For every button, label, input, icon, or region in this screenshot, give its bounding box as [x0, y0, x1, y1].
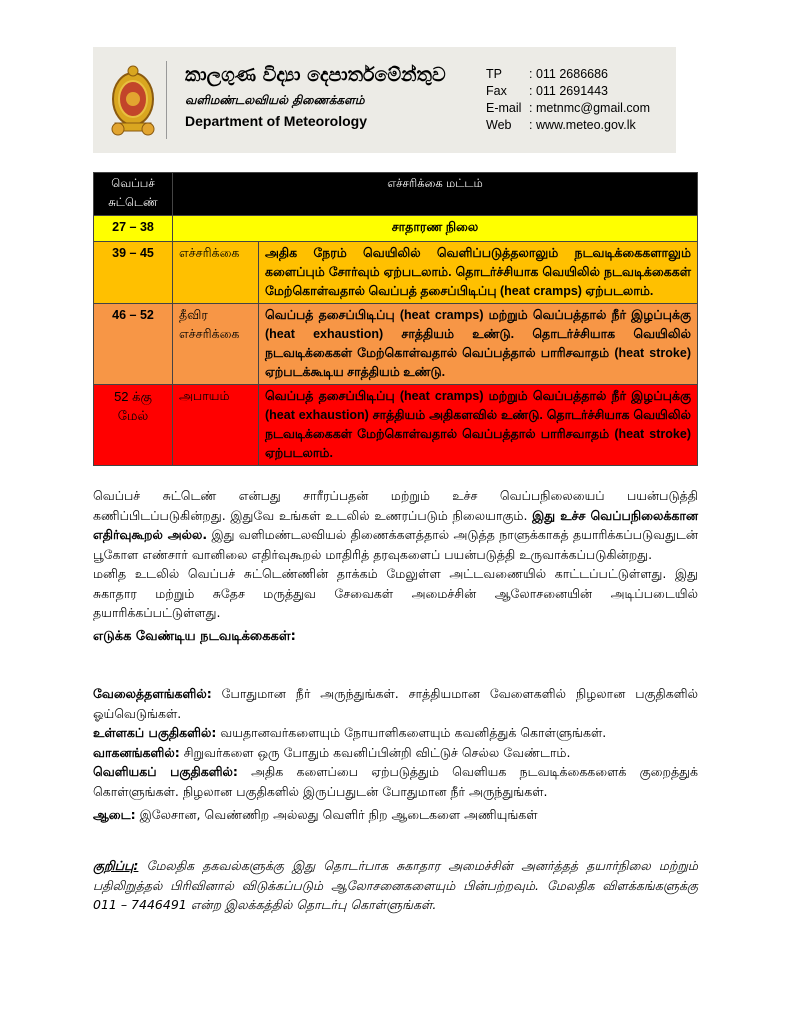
contact-info: [486, 66, 650, 134]
header-heat-index: வெப்பச் சுட்டெண்: [94, 173, 173, 216]
description-cell: வெப்பத் தசைப்பிடிப்பு (heat cramps) மற்றும் வெப்பத்தால் நீர் இழப்புக்கு (heat exhaustion) சாத்தியம் அதிகளவில் உண்டு. தொடர்ச்சியாக வெயிலில் நடவடிக்கைகள் மேற்கொள்வதால் வெப்பத்தால் பாரிசவாதம் (heat stroke) ஏற்படலாம்.: [259, 385, 698, 466]
contact-value: : 011 2691443: [529, 84, 609, 98]
description-cell: வெப்பத் தசைப்பிடிப்பு (heat cramps) மற்றும் வெப்பத்தால் நீர் இழப்புக்கு (heat exhaustion) சாத்தியம் உண்டு. தொடர்ச்சியாக வெயிலில் நடவடிக்கைகள் மேற்கொள்வதால் வெப்பத்தால் பாரிசவாதம் (heat stroke) ஏற்படக்கூடிய சாத்தியம் உண்டு.: [259, 304, 698, 385]
sri-lanka-emblem-icon: [110, 63, 156, 139]
action-item: [93, 743, 698, 763]
range-cell: 39 – 45: [94, 242, 173, 304]
note: [93, 856, 698, 915]
level-cell: சாதாரண நிலை: [173, 216, 698, 242]
table-row: [94, 242, 698, 304]
emphasis: இது உச்ச வெப்பநிலைக்கான எதிர்வுகூறல் அல்ல.: [93, 507, 698, 542]
level-cell: தீவிர எச்சரிக்கை: [173, 304, 259, 385]
contact-label: E-mail: [486, 101, 522, 115]
sinhala-department-name: කාලගුණ විද්‍යා දෙපාර්තමේන්තුව: [185, 64, 446, 86]
table-row: [94, 385, 698, 466]
contact-value[interactable]: : www.meteo.gov.lk: [529, 118, 636, 132]
intro-paragraph-1: வெப்பச் சுட்டெண் என்பது சாரீரப்பதன் மற்றும் உச்ச வெப்பநிலையைப் பயன்படுத்தி கணிப்பிடப்படுகின்றது. இதுவே உங்கள் உடலில் உணரப்படும் நிலையாகும். இது உச்ச வெப்பநிலைக்கான எதிர்வுகூறல் அல்ல. இது வளிமண்டலவியல் திணைக்களத்தால் அடுத்த நாளுக்காகத் தயாரிக்கப்படுவதுடன் பூகோள எண்சார் வானிலை எதிர்வுகூறல் மாதிரித் தரவுகளைப் பயன்படுத்தி உருவாக்கப்படுகின்றது.: [93, 488, 699, 562]
range-cell: 27 – 38: [94, 216, 173, 242]
contact-fax: [486, 83, 650, 100]
actions-heading: எடுக்க வேண்டிய நடவடிக்கைகள்:: [93, 628, 296, 644]
action-label: உள்ளகப் பகுதிகளில்:: [93, 725, 217, 740]
actions-list: [93, 684, 698, 825]
action-text: சிறுவர்களை ஒரு போதும் கவனிப்பின்றி விட்டுச் செல்ல வேண்டாம்.: [179, 744, 571, 760]
action-text: அதிக களைப்பை ஏற்படுத்தும் வெளியக நடவடிக்கைகளைக் குறைத்துக் கொள்ளுங்கள். நிழலான பகுதிகளில் இருப்பதுடன் போதுமான நீர் அருந்துங்கள்.: [93, 764, 698, 799]
contact-label: TP: [486, 67, 502, 81]
action-text: இலேசான, வெண்ணிற அல்லது வெளிர் நிற ஆடைகளை அணியுங்கள்: [135, 807, 538, 822]
table-row: [94, 216, 698, 242]
contact-value[interactable]: : metnmc@gmail.com: [529, 101, 651, 115]
table-header-row: [94, 173, 698, 216]
heat-index-table: [93, 172, 698, 466]
action-item: [93, 684, 698, 723]
contact-value: : 011 2686686: [529, 67, 609, 81]
action-label: வாகனங்களில்:: [93, 744, 180, 760]
action-label: ஆடை:: [93, 807, 136, 822]
header-warning-level: எச்சரிக்கை மட்டம்: [173, 173, 698, 216]
action-item: [93, 805, 698, 825]
contact-label: Web: [486, 118, 512, 132]
note-text: மேலதிக தகவல்களுக்கு இது தொடர்பாக சுகாதார அமைச்சின் அனர்த்தத் தயார்நிலை மற்றும் பதிலிறுத்தல் பிரிவினால் விடுக்கப்படும் ஆலோசனைகளையும் பின்பற்றவும். மேலதிக விளக்கங்களுக்கு 011 – 7446491 என்ற இலக்கத்தில் தொடர்பு கொள்ளுங்கள்.: [93, 858, 698, 912]
table-row: [94, 304, 698, 385]
action-text: வயதானவர்களையும் நோயாளிகளையும் கவனித்துக் கொள்ளுங்கள்.: [216, 725, 607, 740]
contact-label: Fax: [486, 84, 507, 98]
note-label: குறிப்பு:: [93, 858, 139, 873]
contact-tp: [486, 66, 650, 83]
action-text: போதுமான நீர் அருந்துங்கள். சாத்தியமான வேளைகளில் நிழலான பகுதிகளில் ஓய்வெடுங்கள்.: [93, 686, 698, 721]
intro-text: [93, 486, 698, 646]
action-item: [93, 762, 698, 801]
english-department-name: Department of Meteorology: [185, 113, 368, 129]
letterhead: [93, 47, 676, 153]
contact-web: [486, 117, 650, 134]
action-label: வெளியகப் பகுதிகளில்:: [93, 764, 238, 779]
level-cell: எச்சரிக்கை: [173, 242, 259, 304]
contact-email: [486, 100, 650, 117]
range-cell: 52 க்கு மேல்: [94, 385, 173, 466]
tamil-department-name: வளிமண்டலவியல் திணைக்களம்: [185, 93, 365, 107]
description-cell: அதிக நேரம் வெயிலில் வெளிப்படுத்தலாலும் நடவடிக்கைகளாலும் களைப்பும் சோர்வும் ஏற்படலாம். தொடர்ச்சியாக வெயிலில் நடவடிக்கைகள் மேற்கொள்வதால் வெப்பத் தசைப்பிடிப்பு (heat cramps) ஏற்படலாம்.: [259, 242, 698, 304]
action-label: வேலைத்தளங்களில்:: [93, 686, 212, 701]
divider: [166, 61, 167, 139]
range-cell: 46 – 52: [94, 304, 173, 385]
action-item: [93, 723, 698, 743]
level-cell: அபாயம்: [173, 385, 259, 466]
intro-paragraph-2: மனித உடலில் வெப்பச் சுட்டெண்ணின் தாக்கம் மேலுள்ள அட்டவணையில் காட்டப்பட்டுள்ளது. இது சுகாதார மற்றும் சுதேச மருத்துவ சேவைகள் அமைச்சின் ஆலோசனையின் அடிப்படையில் தயாரிக்கப்பட்டுள்ளது.: [93, 566, 698, 620]
